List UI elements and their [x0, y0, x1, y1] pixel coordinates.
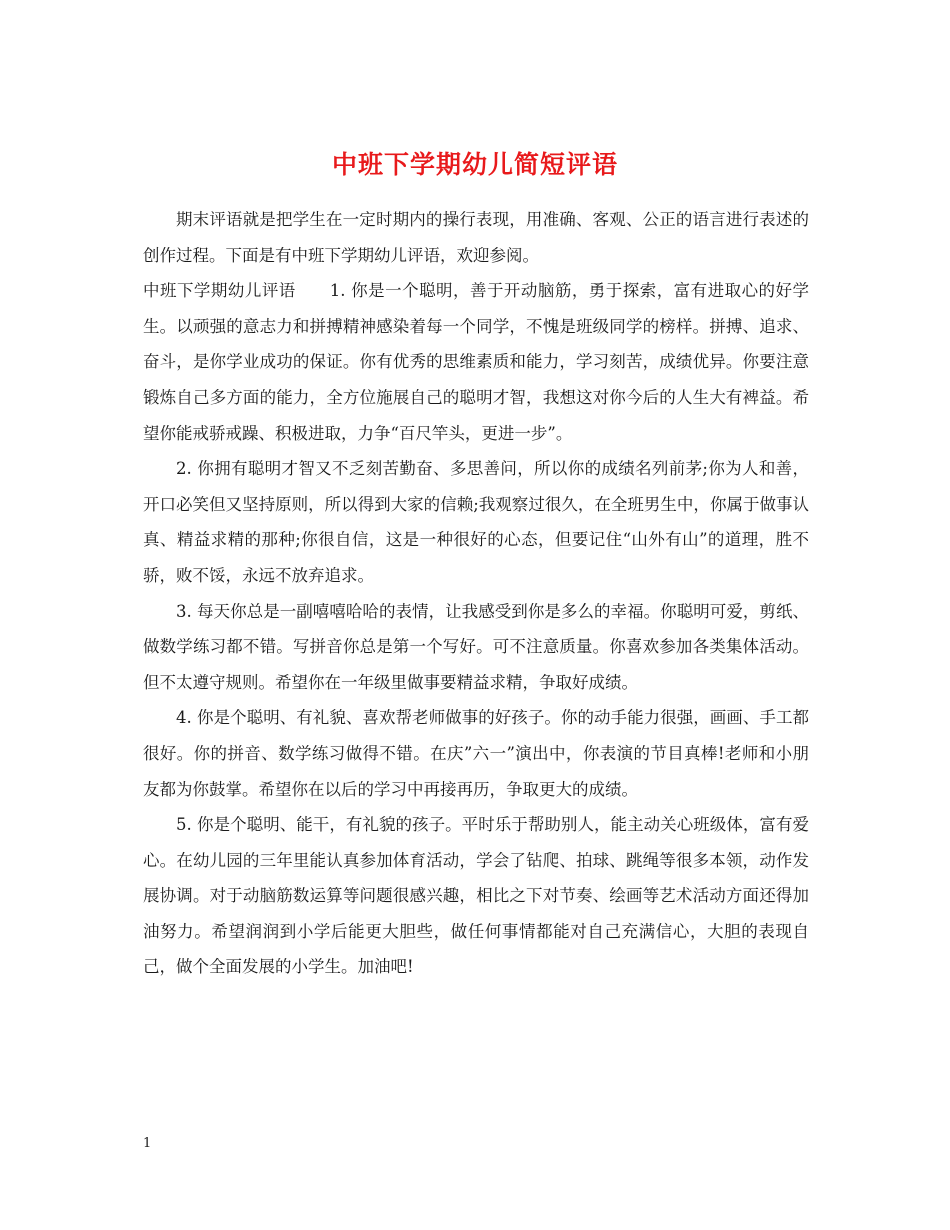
- intro-paragraph: 期末评语就是把学生在一定时期内的操行表现，用准确、客观、公正的语言进行表述的创作过程。下面是有中班下学期幼儿评语，欢迎参阅。: [143, 210, 809, 265]
- comment-paragraph-5: 5. 你是个聪明、能干，有礼貌的孩子。平时乐于帮助别人，能主动关心班级体，富有爱心。在幼儿园的三年里能认真参加体育活动，学会了钻爬、拍球、跳绳等很多本领，动作发展协调。对于动脑筋数运算等问题很感兴趣，相比之下对节奏、绘画等艺术活动方面还得加油努力。希望润润到小学后能更大胆些，做任何事情都能对自己充满信心，大胆的表现自己，做个全面发展的小学生。加油吧!: [143, 815, 809, 977]
- document-body: [143, 202, 809, 985]
- comment-paragraph-2: 2. 你拥有聪明才智又不乏刻苦勤奋、多思善问，所以你的成绩名列前茅;你为人和善，开口必笑但又坚持原则，所以得到大家的信赖;我观察过很久，在全班男生中，你属于做事认真、精益求精的那种;你很自信，这是一种很好的心态，但要记住“山外有山”的道理，胜不骄，败不馁，永远不放弃追求。: [143, 459, 809, 585]
- comment-paragraph-3: 3. 每天你总是一副嘻嘻哈哈的表情，让我感受到你是多么的幸福。你聪明可爱，剪纸、做数学练习都不错。写拼音你总是第一个写好。可不注意质量。你喜欢参加各类集体活动。但不太遵守规则。希望你在一年级里做事要精益求精，争取好成绩。: [143, 601, 809, 692]
- comment-paragraph-4: 4. 你是个聪明、有礼貌、喜欢帮老师做事的好孩子。你的动手能力很强，画画、手工都很好。你的拼音、数学练习做得不错。在庆”六一”演出中，你表演的节目真棒!老师和小朋友都为你鼓掌。希望你在以后的学习中再接再历，争取更大的成绩。: [143, 708, 809, 799]
- comment-paragraph-1: 中班下学期幼儿评语 1. 你是一个聪明，善于开动脑筋，勇于探索，富有进取心的好学生。以顽强的意志力和拼搏精神感染着每一个同学，不愧是班级同学的榜样。拼搏、追求、奋斗，是你学业成功的保证。你有优秀的思维素质和能力，学习刻苦，成绩优异。你要注意锻炼自己多方面的能力，全方位施展自己的聪明才智，我想这对你今后的人生大有裨益。希望你能戒骄戒躁、积极进取，力争“百尺竿头，更进一步”。: [143, 281, 809, 443]
- page-number: 1: [143, 1136, 152, 1151]
- document-title: 中班下学期幼儿简短评语: [331, 149, 618, 179]
